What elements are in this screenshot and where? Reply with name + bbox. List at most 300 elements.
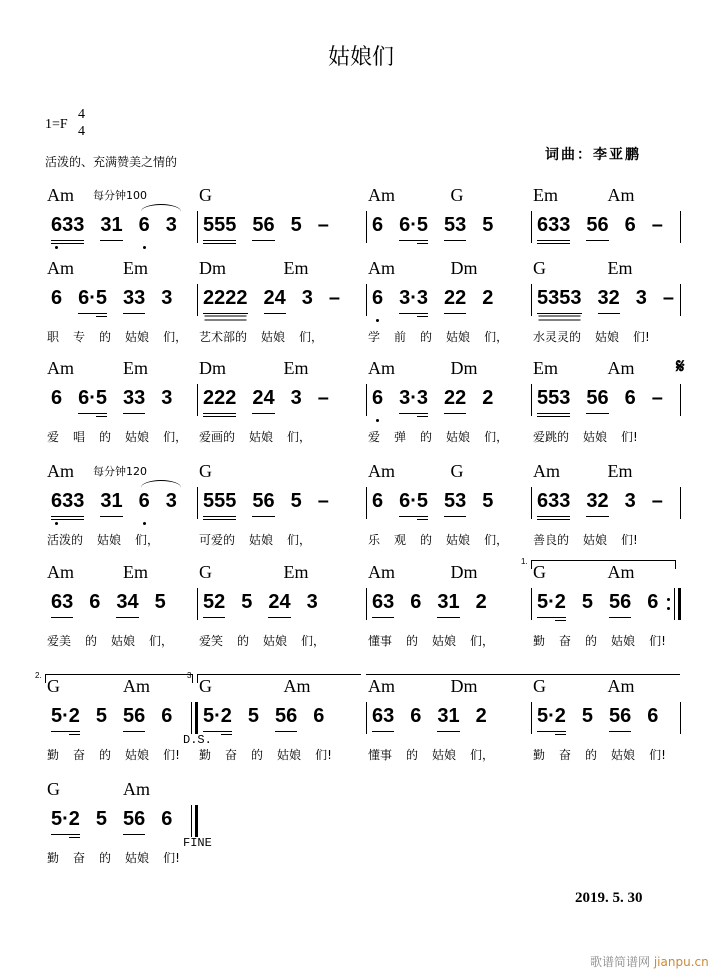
- note: 24: [268, 591, 290, 618]
- lyric-word: 活泼的: [47, 533, 84, 547]
- lyric-word: 们，: [484, 430, 509, 444]
- note: 2: [482, 287, 494, 309]
- lyric-word: 奋: [559, 748, 572, 762]
- sixteenth-underline: [417, 416, 428, 417]
- measure: [197, 258, 366, 353]
- note: –: [651, 387, 663, 409]
- lyric-word: 的: [99, 851, 112, 865]
- chord-symbol: Dm: [450, 258, 478, 278]
- lyric-word: 唱: [73, 430, 86, 444]
- low-octave-dot: [55, 522, 58, 525]
- note: 56: [252, 214, 274, 241]
- lyric-word: 姑娘: [277, 748, 302, 762]
- note: 32: [598, 287, 620, 314]
- lyric-line: [45, 533, 159, 547]
- note: –: [662, 287, 674, 309]
- time-signature-bottom: 4: [78, 124, 85, 139]
- note: 5: [581, 705, 594, 727]
- measure: [45, 358, 197, 453]
- song-title: 姑娘们: [327, 45, 394, 70]
- lyric-word: 们，: [135, 533, 160, 547]
- note-group: [197, 705, 324, 732]
- lyric-word: 善良的: [533, 533, 570, 547]
- navigation-mark: FINE: [183, 836, 212, 850]
- note: 633: [537, 214, 570, 244]
- lyric-word: 们!: [621, 430, 638, 444]
- lyric-word: 的: [237, 634, 250, 648]
- chord-symbol: Am: [47, 258, 74, 278]
- note: 33: [123, 287, 145, 314]
- lyric-line: [45, 851, 180, 865]
- note: 6: [372, 490, 384, 512]
- staff-row: [0, 461, 722, 556]
- measure: [366, 258, 531, 353]
- lyric-word: 奋: [225, 748, 238, 762]
- chord-symbol: Dm: [450, 676, 478, 696]
- note: 3: [165, 214, 177, 236]
- chord-symbol: Em: [123, 258, 148, 278]
- measure: [531, 461, 680, 556]
- lyric-word: 姑娘: [432, 634, 457, 648]
- note-group: [45, 808, 172, 835]
- lyric-word: 们，: [484, 533, 509, 547]
- author-credit: 词曲：李亚鹏: [545, 147, 641, 163]
- chord-symbol: G: [533, 562, 546, 582]
- chord-symbol: Am: [368, 676, 395, 696]
- volta-bracket: [35, 671, 193, 683]
- note: 22: [444, 287, 466, 314]
- lyric-word: 姑娘: [583, 533, 608, 547]
- lyric-word: 们，: [299, 330, 324, 344]
- lyric-word: 姑娘: [611, 748, 636, 762]
- lyric-word: 爱笑: [199, 634, 224, 648]
- note: 5353: [537, 287, 582, 314]
- navigation-mark: D.S.: [183, 733, 212, 747]
- low-octave-dot: [55, 246, 58, 249]
- measure: [197, 461, 366, 556]
- note-group: [366, 287, 493, 314]
- lyric-line: [197, 634, 325, 648]
- lyric-word: 懂事: [368, 748, 393, 762]
- chord-symbol: G: [199, 461, 212, 481]
- note: 222: [203, 387, 236, 417]
- note-group: [45, 705, 172, 732]
- lyric-word: 乐: [368, 533, 381, 547]
- measure: [366, 358, 531, 453]
- note-group: [531, 490, 663, 520]
- watermark-cn: 歌谱简谱网: [590, 955, 651, 969]
- note: 5: [482, 490, 494, 512]
- note: 56: [123, 808, 145, 835]
- lyric-word: 们，: [301, 634, 326, 648]
- note: 53: [444, 490, 466, 517]
- lyric-word: 的: [420, 430, 433, 444]
- volta-number: 1.: [521, 557, 528, 566]
- lyric-word: 姑娘: [125, 430, 150, 444]
- note: 31: [100, 214, 122, 241]
- measure: [45, 562, 197, 657]
- note-group: [45, 214, 177, 244]
- note: 3·3: [399, 287, 428, 314]
- note: 6·5: [399, 214, 428, 241]
- note-group: [197, 490, 329, 520]
- note: 3: [161, 287, 173, 309]
- lyric-word: 们!: [633, 330, 650, 344]
- lyric-word: 的: [406, 634, 419, 648]
- chord-symbol: G: [199, 185, 212, 205]
- lyric-word: 们，: [163, 330, 188, 344]
- lyric-word: 们，: [470, 634, 495, 648]
- note: 6: [372, 287, 383, 313]
- lyric-word: 们!: [163, 851, 180, 865]
- measure: [45, 461, 197, 556]
- chord-symbol: Dm: [450, 358, 478, 378]
- note: 6: [647, 705, 659, 727]
- note: –: [651, 490, 663, 512]
- lyric-word: 们!: [163, 748, 180, 762]
- note: 56: [275, 705, 297, 732]
- measure: [531, 356, 685, 453]
- note: 5: [247, 705, 260, 727]
- note: 5·2: [537, 591, 566, 618]
- note: –: [651, 214, 663, 236]
- chord-symbol: Am: [283, 676, 311, 696]
- lyric-word: 奋: [559, 634, 572, 648]
- note-group: [531, 287, 674, 314]
- lyric-word: 姑娘: [446, 533, 471, 547]
- staff-row: [0, 557, 722, 657]
- lyric-word: 姑娘: [97, 533, 122, 547]
- chord-symbol: G: [450, 461, 464, 481]
- barline: [680, 487, 681, 519]
- note: 5·2: [203, 705, 232, 732]
- expression-mark: 活泼的、充满赞美之情的: [45, 155, 178, 169]
- note: 5·2: [51, 705, 80, 732]
- chord-symbol: G: [199, 562, 212, 582]
- chord-symbol: G: [533, 676, 546, 696]
- sixteenth-underline: [96, 416, 107, 417]
- chord-symbol: Am: [47, 461, 74, 481]
- chord-symbol: Am: [607, 358, 635, 378]
- note: 6: [372, 387, 383, 413]
- note: 56: [609, 591, 631, 618]
- note: 6: [139, 214, 150, 240]
- lyric-word: 们，: [287, 533, 312, 547]
- note: 53: [444, 214, 466, 241]
- note-group: [45, 387, 172, 414]
- chord-symbol: Am: [607, 185, 635, 205]
- note: 31: [100, 490, 122, 517]
- lyric-line: [531, 748, 666, 762]
- note: 34: [116, 591, 138, 618]
- note-group: [45, 591, 166, 618]
- measure: [366, 461, 531, 556]
- chord-symbol: Am: [533, 461, 560, 481]
- lyric-word: 可爱的: [199, 533, 236, 547]
- chord-symbol: Dm: [199, 258, 226, 278]
- note: 6: [313, 705, 325, 727]
- note: 6: [624, 387, 636, 409]
- chord-symbol: Em: [533, 185, 558, 205]
- note: 5: [482, 214, 494, 236]
- volta-number: 2.: [35, 671, 42, 680]
- measure: [197, 562, 366, 657]
- note-group: [366, 705, 487, 732]
- double-barline: [191, 702, 192, 734]
- lyric-word: 的: [406, 748, 419, 762]
- lyric-line: [531, 634, 666, 648]
- chord-symbol: G: [199, 676, 212, 696]
- lyric-word: 弹: [394, 430, 407, 444]
- note-group: [531, 387, 663, 417]
- chord-symbol: Em: [123, 358, 148, 378]
- lyric-word: 奋: [73, 748, 86, 762]
- lyric-word: 奋: [73, 851, 86, 865]
- note: 633: [51, 214, 84, 244]
- volta-number: 3.: [187, 671, 194, 680]
- note: 5·2: [51, 808, 80, 835]
- chord-symbol: Am: [47, 358, 74, 378]
- lyric-line: [531, 330, 650, 344]
- note: 633: [51, 490, 84, 520]
- measure: [531, 258, 680, 353]
- chord-symbol: Am: [607, 562, 635, 582]
- note: 6: [51, 287, 63, 309]
- note: 6: [624, 214, 636, 236]
- note: 6: [161, 808, 173, 830]
- lyric-line: [531, 430, 638, 444]
- sixteenth-underline: [555, 620, 566, 621]
- lyric-word: 爱: [47, 430, 60, 444]
- lyric-word: 姑娘: [432, 748, 457, 762]
- lyric-word: 姑娘: [111, 634, 136, 648]
- lyric-line: [197, 533, 311, 547]
- chord-symbol: G: [450, 185, 464, 205]
- lyric-word: 勤: [47, 748, 60, 762]
- note: 2: [475, 705, 487, 727]
- lyric-line: [45, 330, 187, 344]
- chord-symbol: Am: [123, 779, 150, 799]
- volta-bracket: [531, 674, 680, 683]
- note-group: [197, 287, 340, 314]
- lyric-word: 姑娘: [249, 430, 274, 444]
- note: 555: [203, 490, 236, 520]
- measure: [187, 671, 366, 771]
- note-group: [197, 591, 318, 618]
- lyric-word: 们，: [149, 634, 174, 648]
- sixteenth-underline: [417, 519, 428, 520]
- note-group: [366, 387, 493, 414]
- staff-row: [0, 671, 722, 771]
- chord-symbol: Am: [368, 185, 395, 205]
- note: 63: [51, 591, 73, 618]
- note: 3·3: [399, 387, 428, 414]
- chord-symbol: Em: [283, 358, 309, 378]
- measure: [35, 671, 212, 771]
- note: 5: [154, 591, 166, 613]
- note-group: [531, 591, 658, 618]
- note: 2: [482, 387, 494, 409]
- note: 56: [609, 705, 631, 732]
- chord-symbol: Em: [607, 461, 633, 481]
- lyric-word: 姑娘: [249, 533, 274, 547]
- note: 5·2: [537, 705, 566, 732]
- watermark: [590, 953, 709, 970]
- chord-symbol: Am: [368, 562, 395, 582]
- note: 6: [89, 591, 101, 613]
- repeat-end-barline: [674, 588, 675, 620]
- lyric-word: 姑娘: [125, 748, 150, 762]
- tempo-mark: 每分钟100: [93, 189, 147, 202]
- double-barline: [191, 805, 192, 837]
- chord-symbol: G: [47, 779, 60, 799]
- measure: [366, 676, 531, 771]
- note: 5: [290, 490, 302, 512]
- note: 2: [475, 591, 487, 613]
- note: –: [317, 214, 329, 236]
- note: 633: [537, 490, 570, 520]
- note: 22: [444, 387, 466, 414]
- note: –: [317, 387, 329, 409]
- chord-symbol: Am: [368, 258, 395, 278]
- sixteenth-underline: [69, 837, 80, 838]
- chord-symbol: Em: [607, 258, 633, 278]
- key-signature: 1=F: [45, 117, 68, 132]
- staff-row: [0, 779, 722, 874]
- note-group: [45, 287, 172, 314]
- measure: [531, 676, 680, 771]
- barline: [680, 284, 681, 316]
- low-octave-dot: [143, 522, 146, 525]
- lyric-word: 爱美: [47, 634, 72, 648]
- note: 3: [635, 287, 647, 309]
- note: 24: [264, 287, 286, 314]
- lyric-word: 爱画的: [199, 430, 236, 444]
- low-octave-dot: [376, 319, 379, 322]
- note: 2222: [203, 287, 248, 314]
- note-group: [366, 214, 493, 241]
- lyric-word: 姑娘: [263, 634, 288, 648]
- lyric-word: 们!: [649, 634, 666, 648]
- lyric-line: [366, 330, 508, 344]
- lyric-word: 姑娘: [583, 430, 608, 444]
- lyric-word: 姑娘: [125, 330, 150, 344]
- lyric-word: 们，: [163, 430, 188, 444]
- note: 56: [586, 214, 608, 241]
- lyric-word: 爱: [368, 430, 381, 444]
- lyric-word: 的: [420, 330, 433, 344]
- note: 3: [306, 591, 318, 613]
- lyric-word: 们，: [484, 330, 509, 344]
- staff-row: [0, 358, 722, 453]
- chord-symbol: G: [533, 258, 546, 278]
- note: 6: [51, 387, 63, 409]
- lyric-line: [366, 748, 494, 762]
- lyric-line: [45, 430, 187, 444]
- note: 5: [581, 591, 594, 613]
- measure: [521, 557, 680, 657]
- segno-icon: 𝄋: [676, 356, 685, 378]
- lyric-line: [366, 634, 494, 648]
- time-signature-top: 4: [78, 107, 85, 122]
- lyric-line: [45, 634, 173, 648]
- measure: [45, 779, 212, 874]
- low-octave-dot: [143, 246, 146, 249]
- sixteenth-underline: [555, 734, 566, 735]
- note: 5: [241, 591, 253, 613]
- lyric-line: [366, 533, 508, 547]
- lyric-word: 的: [99, 430, 112, 444]
- note: 3: [165, 490, 177, 512]
- lyric-word: 姑娘: [261, 330, 286, 344]
- lyric-word: 姑娘: [125, 851, 150, 865]
- note: 553: [537, 387, 570, 417]
- lyric-word: 姑娘: [446, 330, 471, 344]
- lyric-word: 水灵灵的: [533, 330, 582, 344]
- low-octave-dot: [376, 419, 379, 422]
- lyric-word: 的: [585, 748, 598, 762]
- volta-bracket: [521, 557, 676, 569]
- note: 6: [372, 214, 384, 236]
- chord-symbol: G: [47, 676, 60, 696]
- note: 6: [161, 705, 173, 727]
- barline: [680, 702, 681, 734]
- lyric-word: 姑娘: [611, 634, 636, 648]
- note-group: [531, 214, 663, 244]
- time-signature: [78, 106, 85, 140]
- chord-symbol: Em: [123, 562, 148, 582]
- note: 6: [139, 490, 150, 516]
- note: 56: [252, 490, 274, 517]
- note: 56: [123, 705, 145, 732]
- sixteenth-underline: [69, 734, 80, 735]
- lyric-word: 的: [251, 748, 264, 762]
- note-group: [45, 490, 177, 520]
- lyric-word: 爱跳的: [533, 430, 570, 444]
- note-group: [531, 705, 658, 732]
- note-group: [366, 490, 493, 517]
- barline: [680, 384, 681, 416]
- note: 5: [95, 808, 108, 830]
- lyric-word: 姑娘: [446, 430, 471, 444]
- chord-symbol: Em: [533, 358, 558, 378]
- lyric-word: 的: [420, 533, 433, 547]
- note: –: [328, 287, 340, 309]
- lyric-word: 的: [99, 748, 112, 762]
- staff-row: [0, 258, 722, 353]
- note: 5: [95, 705, 108, 727]
- lyric-word: 职: [47, 330, 60, 344]
- lyric-word: 专: [73, 330, 86, 344]
- chord-symbol: Am: [47, 562, 74, 582]
- lyric-word: 勤: [533, 634, 546, 648]
- note-group: [366, 591, 487, 618]
- lyric-word: 姑娘: [595, 330, 620, 344]
- note: –: [317, 490, 329, 512]
- lyric-word: 们，: [470, 748, 495, 762]
- lyric-word: 们!: [315, 748, 332, 762]
- note: 24: [252, 387, 274, 414]
- barline: [680, 211, 681, 243]
- lyric-line: [197, 330, 323, 344]
- note: 6: [647, 591, 659, 613]
- chord-symbol: Am: [123, 676, 150, 696]
- chord-symbol: Em: [283, 562, 309, 582]
- lyric-word: 们!: [621, 533, 638, 547]
- note: 32: [586, 490, 608, 517]
- note: 6: [410, 705, 422, 727]
- tempo-mark: 每分钟120: [93, 465, 147, 478]
